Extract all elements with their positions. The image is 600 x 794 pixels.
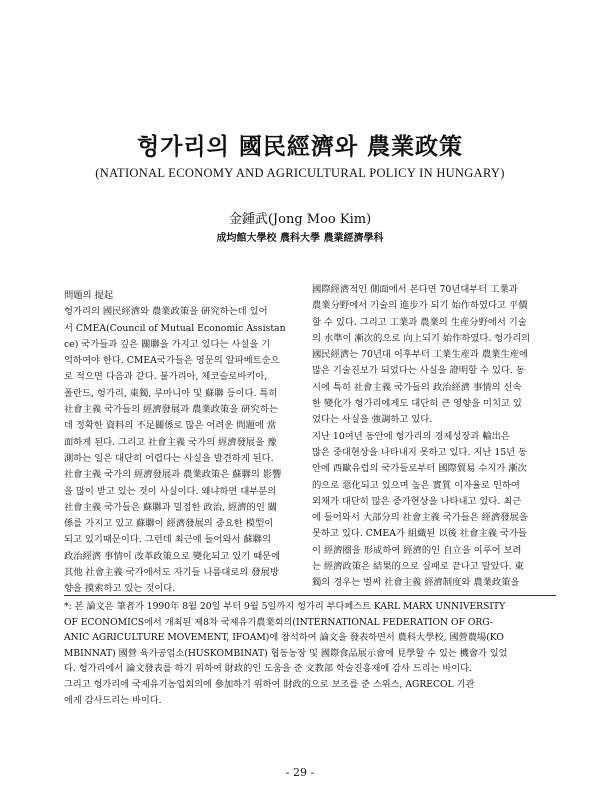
body-text-line: 에 들어와서 大部分의 社會主義 국가들은 經濟發展을 bbox=[312, 512, 528, 524]
footnote-divider bbox=[64, 595, 556, 596]
body-text-line: 되고 있기때문이다. 그런데 최근에 들어와서 蘇聯의 bbox=[64, 534, 271, 546]
paper-title: 헝가리의 國民經濟와 農業政策 bbox=[136, 133, 464, 160]
body-text-line: 問題의 提起 bbox=[64, 290, 114, 301]
body-text-line: 데 정확한 資料의 不足關係로 많은 어려운 問題에 當 bbox=[64, 420, 277, 432]
body-text-line: 안에 西歐유럽의 국가들로부터 國際貿易 수지가 漸次 bbox=[312, 463, 527, 475]
body-text-line: 을 많이 받고 있는 것이 사실이다. 왜냐하면 대부분의 bbox=[64, 485, 277, 497]
body-text-line: 獨의 경우는 벌써 社會主義 經濟制度와 農業政策을 bbox=[312, 577, 520, 589]
body-text-line: 지난 10여년 동안에 헝가리의 경제성장과 輸出은 bbox=[312, 430, 510, 442]
body-text-line: 이 經濟圈을 形成하여 經濟的인 自立을 이루어 보려 bbox=[312, 544, 522, 556]
body-text-line: 폴란드, 헝가리, 東獨, 루마니아 및 蘇聯 등이다. 특히 bbox=[64, 387, 278, 399]
footnote-line: 다. 헝가리에서 論文發表를 하기 위하여 財政的인 도움을 준 文教部 학술진흥재에 감사 드리는 바이다. bbox=[64, 663, 472, 675]
body-text-line: 國際經濟적인 側面에서 본다면 70년대부터 工業과 bbox=[312, 284, 518, 295]
footnote-line: ANIC AGRICULTURE MOVEMENT, IFOAM)에 참석하여 論文을 發表하면서 農科大學校, 國營農場(KO bbox=[64, 632, 504, 644]
body-text-line: 많은 기술진보가 되었다는 사실을 證明할 수 있다. 동 bbox=[312, 365, 525, 377]
body-text-line: 향을 摸索하고 있는 것이다. bbox=[64, 583, 176, 595]
body-text-line: 억하여야 한다. CMEA국가들은 영문의 알파베트순으 bbox=[64, 355, 280, 367]
body-text-line: 많은 중대현상을 나타내지 못하고 있다. 지난 15년 동 bbox=[312, 446, 528, 458]
body-text-line: 못하고 있다. CMEA가 組織된 以後 社會主義 국가들 bbox=[312, 528, 528, 540]
left-column bbox=[64, 288, 292, 598]
body-text-line: 할 수 있다. 그리고 工業과 農業의 生産分野에서 기술 bbox=[312, 316, 527, 328]
footnote-line: MBINNAT) 國營 육가공업소(HUSKOMBINAT) 협동농장 및 國際食品展示會에 見學할 수 있는 機會가 있었 bbox=[64, 647, 508, 659]
body-text-line: 한 變化가 헝가리에게도 대단히 큰 영향을 미치고 있 bbox=[312, 398, 522, 410]
right-column bbox=[312, 282, 540, 592]
body-text-line: 의 水準이 漸次的으로 向上되기 始作하였다. 헝가리의 bbox=[312, 332, 531, 344]
body-text-line: 係를 가지고 있고 蘇聯이 經濟發展의 중요한 模型이 bbox=[64, 518, 274, 530]
body-text-line: 社會主義 국가의 經濟發展과 農業政策은 蘇聯의 影響 bbox=[64, 469, 282, 481]
footnote-line: OF ECONOMICS에서 개최된 제8차 국제유기農業회의(INTERNATIONAL FEDERATION OF ORG- bbox=[64, 616, 493, 628]
body-text-line: 로 적으면 다음과 같다. 불가리아, 체코슬로바키아, bbox=[64, 371, 268, 383]
body-text-line: 的으로 惡化되고 있으며 높은 實質 이자율로 인하여 bbox=[312, 479, 520, 491]
footnote-line: 에게 감사드리는 바이다. bbox=[64, 694, 162, 706]
body-text-line: 시에 특히 社會主義 국가들의 政治經濟 事情의 신속 bbox=[312, 381, 522, 393]
body-text-line: 었다는 사실을 強調하고 있다. bbox=[312, 414, 433, 426]
footnote bbox=[64, 599, 556, 708]
paper-subtitle: (NATIONAL ECONOMY AND AGRICULTURAL POLICY IN HUNGARY) bbox=[95, 166, 505, 180]
footnote-line: *: 본 論文은 筆者가 1990年 8월 20일 부터 9월 5일까지 헝가리 부다페스트 KARL MARX UNNIVERSITY bbox=[64, 601, 506, 612]
body-text-line: ce) 국가들과 깊은 關聯을 가지고 있다는 사실을 기 bbox=[64, 338, 271, 350]
body-text-line: 社會主義 국가들은 蘇聯과 밀접한 政治, 經濟的인 關 bbox=[64, 501, 278, 513]
body-text-line: 國民經濟는 70년대 이후부터 工業生産과 農業生産에 bbox=[312, 349, 529, 361]
footnote-line: 그리고 헝가리에 국제유기농업회의에 參加하기 위하여 財政的으로 보조를 준 스위스, AGRECOL 기관 bbox=[64, 678, 475, 690]
author-name: 金鍾武(Jong Moo Kim) bbox=[228, 212, 372, 227]
body-text-line: 其他 社會主義 국가에서도 자기들 나름대로의 發展방 bbox=[64, 567, 279, 579]
body-text-line: 政治經濟 事情이 改革政策으로 變化되고 있기 때문에 bbox=[64, 550, 281, 562]
author-affiliation: 成均館大學校 農科大學 農業經濟學科 bbox=[216, 233, 384, 244]
body-text-line: 農業分野에서 기술의 進步가 되기 始作하였다고 平價 bbox=[312, 300, 528, 312]
body-text-line: 測하는 일은 대단히 어렵다는 사실을 발견하게 된다. bbox=[64, 452, 274, 464]
body-text-line: 面하게 된다. 그리고 社會主義 국가의 經濟發展을 豫 bbox=[64, 436, 277, 448]
body-text-line: 社會主義 국가들의 經濟發展과 農業政策을 硏究하는 bbox=[64, 404, 278, 416]
body-text-line: 는 經濟政策은 結果的으로 실패로 끝나고 말았다. 東 bbox=[312, 561, 524, 573]
page-number: - 29 - bbox=[285, 766, 315, 779]
body-text-line: 헝가리의 國民經濟와 農業政策을 硏究하는데 있어 bbox=[64, 306, 268, 318]
body-text-line: 서 CMEA(Council of Mutual Economic Assistan bbox=[64, 322, 286, 334]
body-text-line: 외채가 대단히 많은 증가현상을 나타내고 있다. 최근 bbox=[312, 495, 522, 507]
